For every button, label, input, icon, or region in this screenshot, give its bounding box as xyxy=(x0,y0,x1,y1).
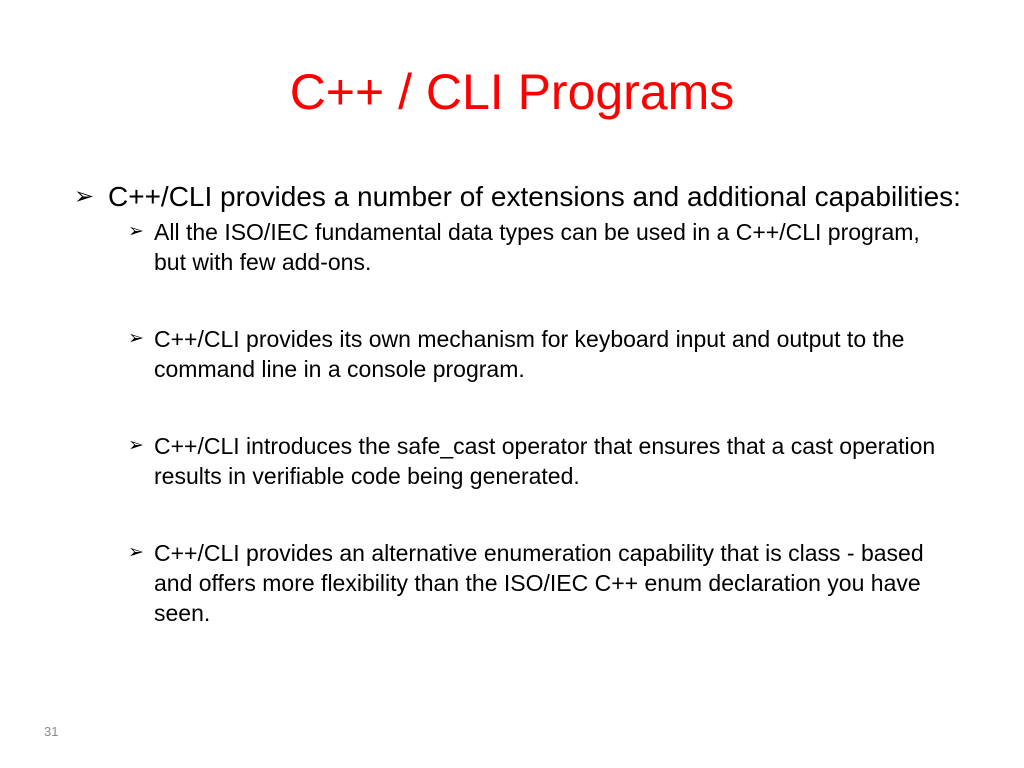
sub-bullet xyxy=(128,538,954,628)
sub-bullet xyxy=(128,324,954,384)
main-bullet xyxy=(74,180,974,213)
main-bullet-text: C++/CLI provides a number of extensions and additional capabilities: xyxy=(108,181,961,212)
sub-bullet-list xyxy=(74,217,974,628)
arrowhead-bullet-icon: ➢ xyxy=(128,221,144,242)
slide-number: 31 xyxy=(44,724,59,739)
arrowhead-bullet-icon: ➢ xyxy=(74,183,95,210)
sub-bullet-text: C++/CLI provides its own mechanism for keyboard input and output to the command line in a console program. xyxy=(154,326,905,382)
sub-bullet xyxy=(128,431,954,491)
sub-bullet xyxy=(128,217,954,277)
sub-bullet-text: All the ISO/IEC fundamental data types can be used in a C++/CLI program, but with few add-ons. xyxy=(154,219,920,275)
arrowhead-bullet-icon: ➢ xyxy=(128,328,144,349)
slide-content xyxy=(74,180,974,675)
sub-bullet-text: C++/CLI introduces the safe_cast operator that ensures that a cast operation results in verifiable code being generated. xyxy=(154,433,936,489)
arrowhead-bullet-icon: ➢ xyxy=(128,542,144,563)
arrowhead-bullet-icon: ➢ xyxy=(128,435,144,456)
slide-title: C++ / CLI Programs xyxy=(289,64,735,120)
sub-bullet-text: C++/CLI provides an alternative enumeration capability that is class - based and offers more flexibility than the ISO/IEC C++ enum declaration you have seen. xyxy=(154,540,924,626)
